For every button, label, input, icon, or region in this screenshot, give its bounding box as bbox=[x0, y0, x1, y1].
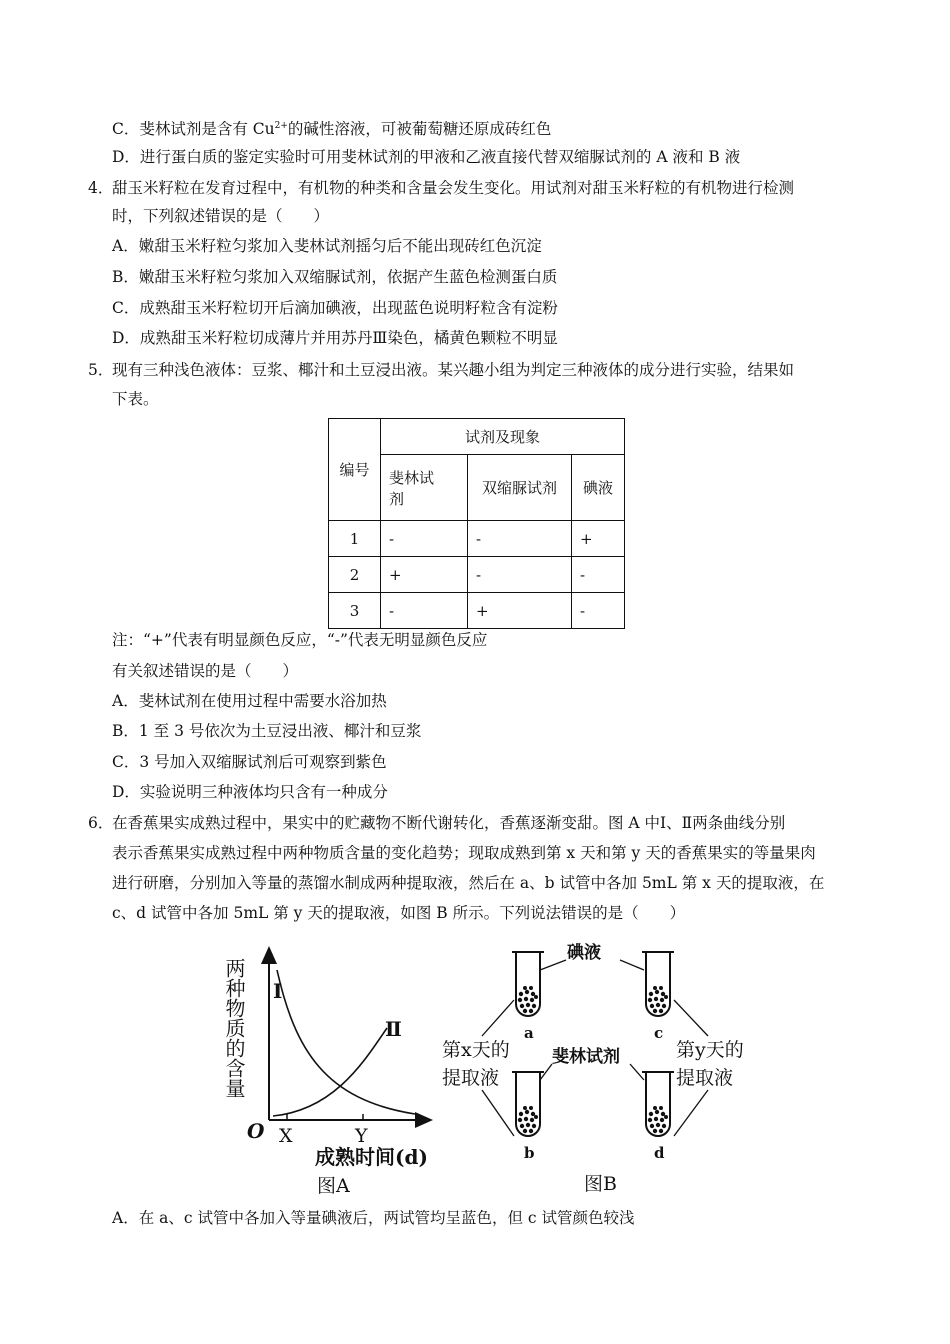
reagent-group-header: 试剂及现象 bbox=[381, 419, 625, 455]
fehling-cell: - bbox=[381, 593, 468, 629]
q4-option-c: C．成熟甜玉米籽粒切开后滴加碘液，出现蓝色说明籽粒含有淀粉 bbox=[112, 299, 558, 317]
iodine-cell: - bbox=[572, 593, 625, 629]
biuret-cell: - bbox=[468, 557, 572, 593]
table-row bbox=[329, 593, 625, 629]
iodine-cell: - bbox=[572, 557, 625, 593]
fehling-cell: + bbox=[381, 557, 468, 593]
tube-a bbox=[512, 952, 544, 1016]
id-header: 编号 bbox=[329, 419, 381, 521]
figa-origin: O bbox=[247, 1119, 265, 1143]
q5-stem-line1: 现有三种浅色液体：豆浆、椰汁和土豆浸出液。某兴趣小组为判定三种液体的成分进行实验，结果如 bbox=[112, 361, 795, 379]
iodine-header: 碘液 bbox=[572, 455, 625, 521]
q5-ask: 有关叙述错误的是（ ） bbox=[112, 662, 299, 680]
figa-x-label: 成熟时间(d) bbox=[315, 1145, 428, 1169]
biuret-cell: - bbox=[468, 521, 572, 557]
q4-number: 4． bbox=[88, 179, 114, 197]
fehling-cell: - bbox=[381, 521, 468, 557]
tube-d bbox=[642, 1072, 674, 1136]
figa-y-label: 两种物质的含量 bbox=[222, 958, 246, 1098]
figb-right-label-2: 提取液 bbox=[676, 1067, 734, 1089]
figb-left-label-2: 提取液 bbox=[442, 1067, 500, 1089]
q5-stem-line2: 下表。 bbox=[112, 390, 159, 408]
iodine-cell: + bbox=[572, 521, 625, 557]
q4-option-d: D．成熟甜玉米籽粒切成薄片并用苏丹Ⅲ染色，橘黄色颗粒不明显 bbox=[112, 329, 558, 347]
row-id: 3 bbox=[329, 593, 381, 629]
q6-stem-line1: 在香蕉果实成熟过程中，果实中的贮藏物不断代谢转化，香蕉逐渐变甜。图 A 中Ⅰ、Ⅱ两条曲线分别 bbox=[112, 814, 786, 832]
q4-stem-line1: 甜玉米籽粒在发育过程中，有机物的种类和含量会发生变化。用试剂对甜玉米籽粒的有机物进行检测 bbox=[112, 179, 795, 197]
q5-option-c: C．3 号加入双缩脲试剂后可观察到紫色 bbox=[112, 753, 387, 771]
q5-option-b: B．1 至 3 号依次为土豆浸出液、椰汁和豆浆 bbox=[112, 722, 422, 740]
q6-number: 6． bbox=[88, 814, 114, 832]
fehling-header: 斐林试 剂 bbox=[381, 455, 468, 521]
figa-tick-x-label: X bbox=[279, 1125, 293, 1147]
q5-option-d: D．实验说明三种液体均只含有一种成分 bbox=[112, 783, 388, 801]
figb-left-label-1: 第x天的 bbox=[442, 1039, 510, 1061]
figb-reagent-iodine: 碘液 bbox=[567, 943, 601, 963]
results-table bbox=[328, 418, 625, 629]
table-row bbox=[329, 521, 625, 557]
figb-tube-b-label: b bbox=[524, 1144, 535, 1162]
tube-b bbox=[512, 1072, 544, 1136]
figure-b bbox=[440, 940, 760, 1200]
tube-c bbox=[642, 952, 674, 1016]
q4-stem-line2: 时，下列叙述错误的是（ ） bbox=[112, 207, 330, 225]
row-id: 2 bbox=[329, 557, 381, 593]
q6-option-a: A．在 a、c 试管中各加入等量碘液后，两试管均呈蓝色，但 c 试管颜色较浅 bbox=[112, 1209, 635, 1227]
q4-option-b: B．嫩甜玉米籽粒匀浆加入双缩脲试剂，依据产生蓝色检测蛋白质 bbox=[112, 268, 558, 286]
figb-right-label-1: 第y天的 bbox=[676, 1039, 744, 1061]
figa-curve-2-label: Ⅱ bbox=[385, 1017, 402, 1041]
figa-caption: 图A bbox=[317, 1175, 350, 1197]
q4-option-a: A．嫩甜玉米籽粒匀浆加入斐林试剂摇匀后不能出现砖红色沉淀 bbox=[112, 237, 542, 255]
figa-curve-1-label: I bbox=[273, 979, 283, 1003]
biuret-header: 双缩脲试剂 bbox=[468, 455, 572, 521]
q5-option-a: A．斐林试剂在使用过程中需要水浴加热 bbox=[112, 692, 387, 710]
row-id: 1 bbox=[329, 521, 381, 557]
biuret-cell: + bbox=[468, 593, 572, 629]
q5-note: 注：“+”代表有明显颜色反应，“-”代表无明显颜色反应 bbox=[112, 631, 488, 649]
figa-tick-y-label: Y bbox=[355, 1125, 368, 1147]
figa-curve-1 bbox=[277, 970, 415, 1114]
figb-tube-c-label: c bbox=[654, 1024, 664, 1042]
figb-caption: 图B bbox=[584, 1173, 617, 1195]
q6-stem-line3: 进行研磨，分别加入等量的蒸馏水制成两种提取液，然后在 a、b 试管中各加 5mL 第 x 天的提取液，在 bbox=[112, 874, 825, 892]
figure-a bbox=[222, 940, 445, 1200]
table-row bbox=[329, 557, 625, 593]
q3-option-c: C．斐林试剂是含有 $Cu^{2+}$的碱性溶液，可被葡萄糖还原成砖红色 bbox=[112, 120, 552, 139]
figb-reagent-fehling: 斐林试剂 bbox=[552, 1047, 620, 1067]
q6-stem-line4: c、d 试管中各加 5mL 第 y 天的提取液，如图 B 所示。下列说法错误的是（ ） bbox=[112, 904, 686, 922]
q6-stem-line2: 表示香蕉果实成熟过程中两种物质含量的变化趋势；现取成熟到第 x 天和第 y 天的香蕉果实的等量果肉 bbox=[112, 844, 816, 862]
q5-number: 5． bbox=[88, 361, 114, 379]
figb-tube-d-label: d bbox=[654, 1144, 665, 1162]
figb-tube-a-label: a bbox=[524, 1024, 534, 1042]
q3-option-d: D．进行蛋白质的鉴定实验时可用斐林试剂的甲液和乙液直接代替双缩脲试剂的 A 液和 B 液 bbox=[112, 148, 741, 166]
